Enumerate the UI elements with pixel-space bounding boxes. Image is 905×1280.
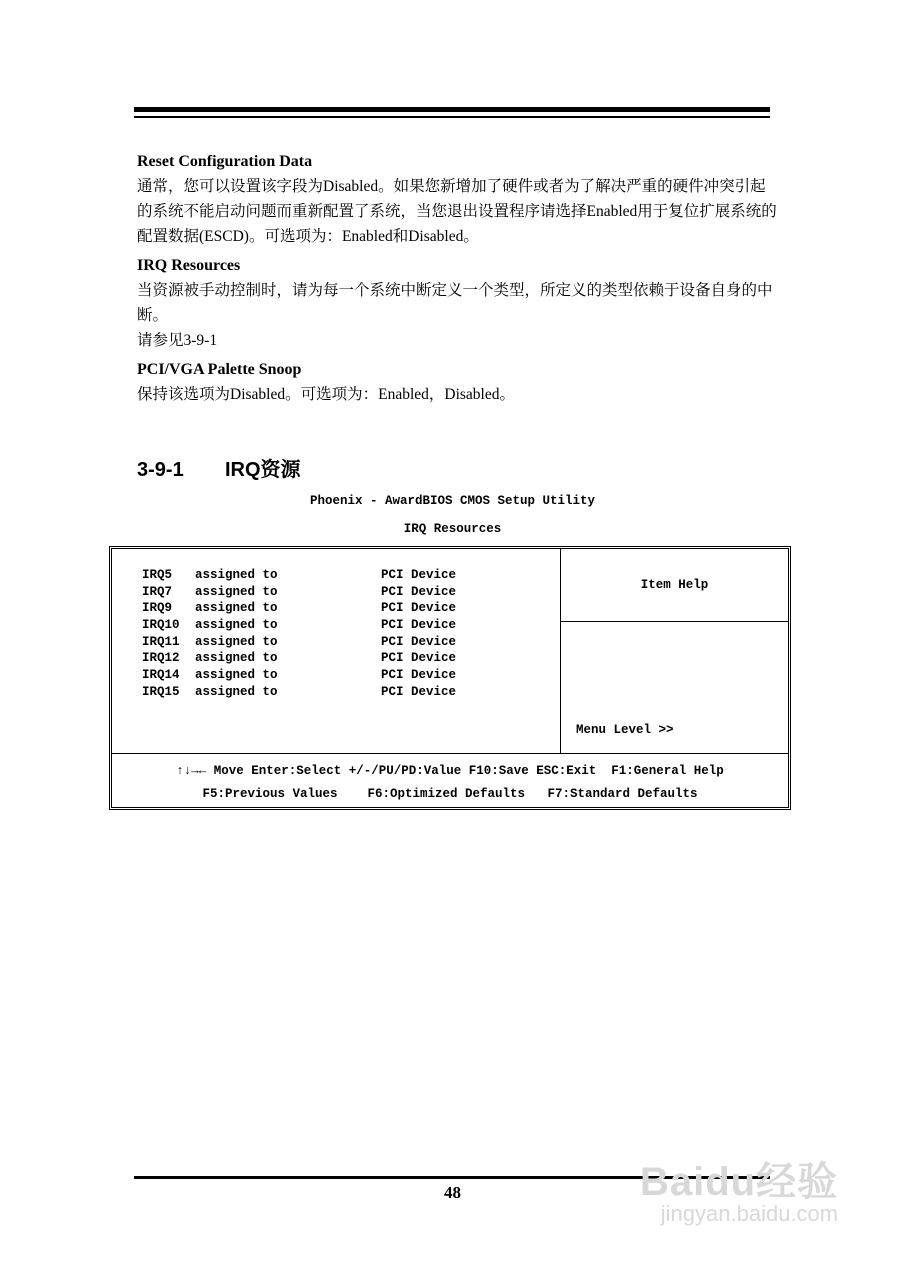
irq-row[interactable] [142, 634, 456, 651]
header-rule-thick [134, 107, 770, 112]
bios-subtitle: IRQ Resources [403, 522, 502, 536]
help-content-panel [561, 622, 788, 753]
irq-value[interactable]: PCI Device [381, 635, 457, 649]
irq-value[interactable]: PCI Device [381, 601, 457, 615]
heading-irq-resources: IRQ Resources [137, 257, 241, 274]
assigned-label: assigned to [195, 601, 278, 615]
irq-value[interactable]: PCI Device [381, 668, 457, 682]
irq-row[interactable] [142, 650, 456, 667]
irq-row[interactable] [142, 617, 456, 634]
irq-label: IRQ11 [142, 635, 180, 649]
bios-settings-pane [112, 549, 561, 753]
irq-value[interactable]: PCI Device [381, 585, 457, 599]
paragraph-pci-vga-palette-snoop: 保持该选项为Disabled。可选项为：Enabled，Disabled。 [137, 386, 515, 403]
irq-row[interactable] [142, 600, 456, 617]
section-reset-configuration [137, 150, 777, 249]
section-title-text: IRQ资源 [225, 459, 301, 481]
bios-title: Phoenix - AwardBIOS CMOS Setup Utility [309, 494, 596, 508]
document-body [137, 150, 777, 412]
watermark [640, 1150, 838, 1227]
bios-status-bar [112, 753, 788, 807]
irq-value[interactable]: PCI Device [381, 685, 457, 699]
irq-label: IRQ15 [142, 685, 180, 699]
irq-label: IRQ12 [142, 651, 180, 665]
section-title [137, 453, 301, 482]
irq-row[interactable] [142, 584, 456, 601]
irq-row[interactable] [142, 684, 456, 701]
irq-value[interactable]: PCI Device [381, 568, 457, 582]
irq-label: IRQ9 [142, 601, 173, 615]
paragraph-see-reference: 请参见3-9-1 [137, 332, 218, 349]
section-irq-resources [137, 254, 777, 353]
assigned-label: assigned to [195, 635, 278, 649]
assigned-label: assigned to [195, 618, 278, 632]
assigned-label: assigned to [195, 668, 278, 682]
assigned-label: assigned to [195, 568, 278, 582]
status-keys-line-2: F5:Previous Values F6:Optimized Defaults F7:Standard Defaults [202, 787, 698, 801]
heading-pci-vga-palette-snoop: PCI/VGA Palette Snoop [137, 361, 302, 378]
irq-label: IRQ7 [142, 585, 173, 599]
section-pci-vga-palette-snoop [137, 358, 777, 407]
bios-screen [109, 546, 791, 810]
watermark-url: jingyan.baidu.com [660, 1201, 839, 1226]
page-number: 48 [444, 1183, 461, 1202]
header-rule-thin [134, 116, 770, 118]
section-number: 3-9-1 [137, 459, 184, 481]
paragraph-reset-configuration: 通常，您可以设置该字段为Disabled。如果您新增加了硬件或者为了解决严重的硬件冲突引起的系统不能启动问题而重新配置了系统，当您退出设置程序请选择Enabled用于复位扩展系统的配置数据(ESCD)。可选项为：Enabled和Disabled。 [137, 178, 777, 245]
assigned-label: assigned to [195, 651, 278, 665]
status-keys-line-1: ↑↓→← Move Enter:Select +/-/PU/PD:Value F10:Save ESC:Exit F1:General Help [176, 764, 724, 778]
menu-level-text: Menu Level >> [576, 723, 674, 737]
item-help-panel [561, 549, 788, 622]
baidu-logo: Baidu经验 [640, 1160, 839, 1204]
heading-reset-configuration: Reset Configuration Data [137, 153, 313, 170]
irq-label: IRQ5 [142, 568, 173, 582]
irq-value[interactable]: PCI Device [381, 618, 457, 632]
irq-value[interactable]: PCI Device [381, 651, 457, 665]
item-help-title: Item Help [640, 578, 709, 592]
irq-row[interactable] [142, 567, 456, 584]
irq-label: IRQ10 [142, 618, 180, 632]
assigned-label: assigned to [195, 585, 278, 599]
irq-label: IRQ14 [142, 668, 180, 682]
irq-row[interactable] [142, 667, 456, 684]
assigned-label: assigned to [195, 685, 278, 699]
paragraph-irq-resources: 当资源被手动控制时，请为每一个系统中断定义一个类型，所定义的类型依赖于设备自身的中断。 [137, 282, 773, 324]
